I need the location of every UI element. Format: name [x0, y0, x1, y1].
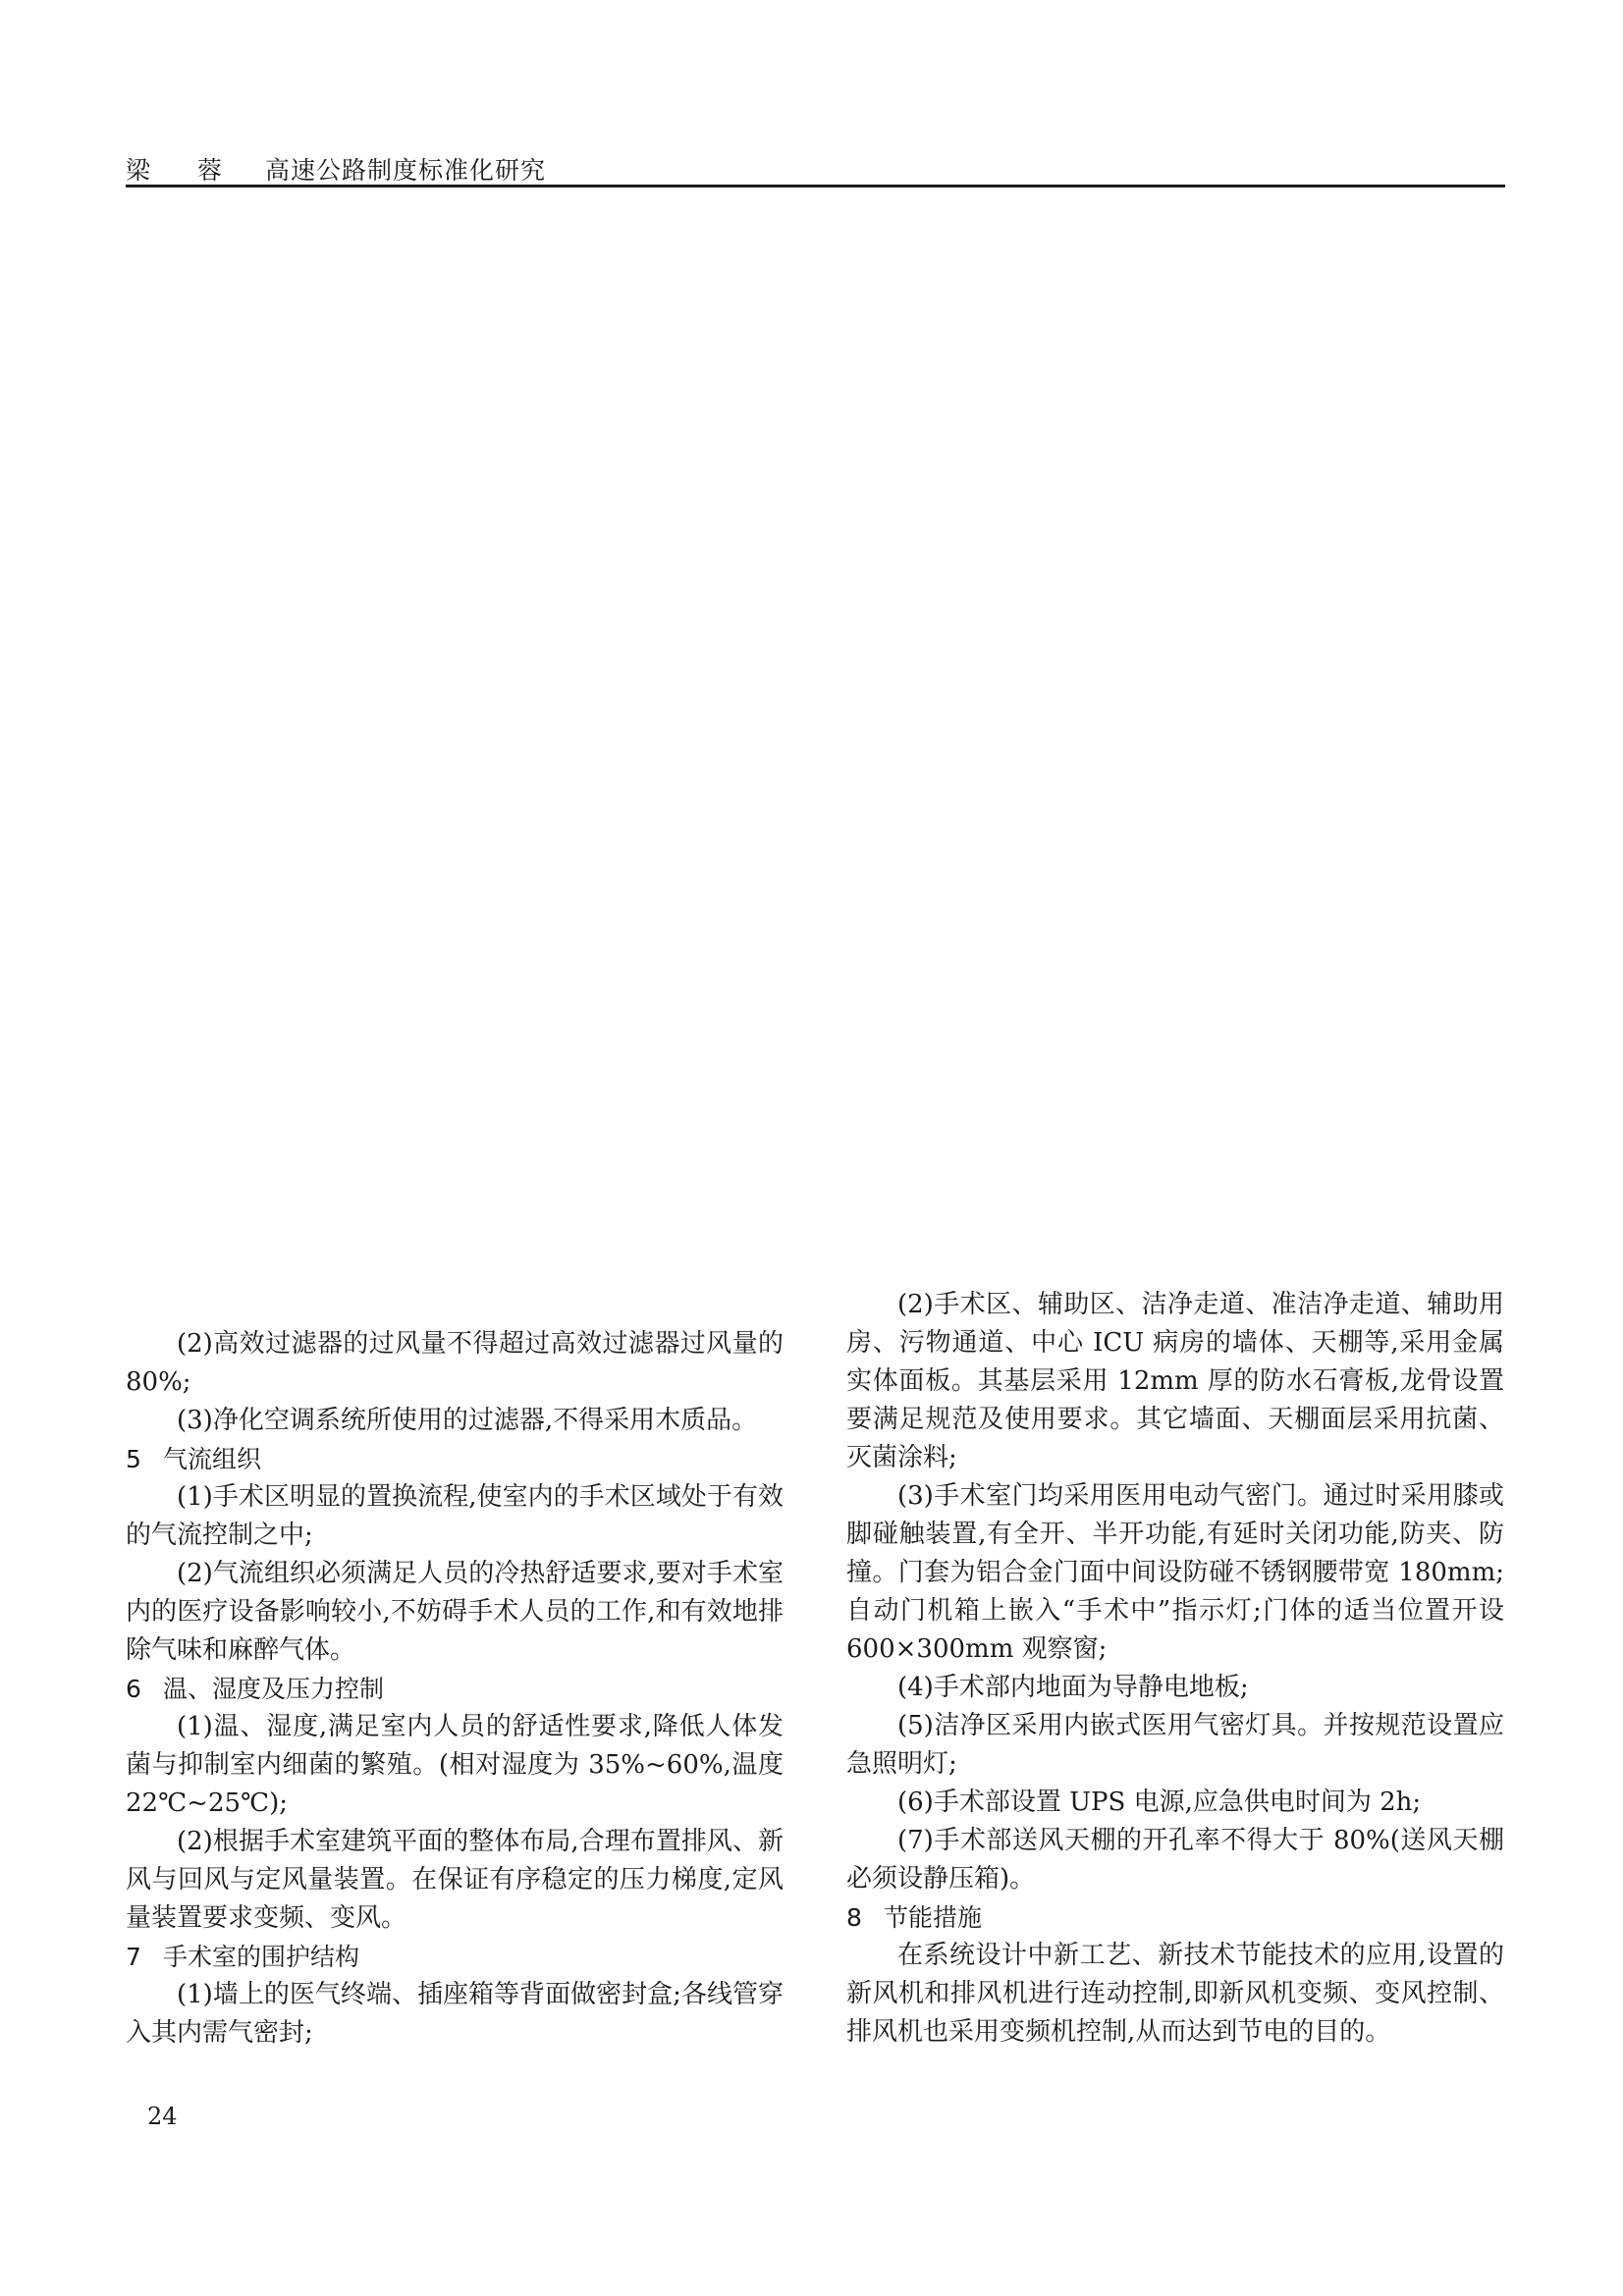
section-number: 6: [126, 1675, 141, 1703]
paragraph: (1)墙上的医气终端、插座箱等背面做密封盒;各线管穿入其内需气密封;: [126, 1980, 784, 2048]
paragraph: 在系统设计中新工艺、新技术节能技术的应用,设置的新风机和排风机进行连动控制,即新风机变频、变风控制、排风机也采用变频机控制,从而达到节电的目的。: [846, 1941, 1504, 2047]
paragraph: (3)手术室门均采用医用电动气密门。通过时采用膝或脚碰触装置,有全开、半开功能,有延时关闭功能,防夹、防撞。门套为铝合金门面中间设防碰不锈钢腰带宽 180mm;自动门机箱上嵌入“手术中”指示灯;门体的适当位置开设 600×300mm 观察窗;: [846, 1481, 1504, 1664]
left-column: [126, 1325, 784, 2053]
paragraph: (1)温、湿度,满足室内人员的舒适性要求,降低人体发菌与抑制室内细菌的繁殖。(相对湿度为 35%~60%,温度 22℃~25℃);: [126, 1712, 784, 1818]
paragraph: (2)气流组织必须满足人员的冷热舒适要求,要对手术室内的医疗设备影响较小,不妨碍手术人员的工作,和有效地排除气味和麻醉气体。: [126, 1559, 784, 1665]
paragraph: (3)净化空调系统所使用的过滤器,不得采用木质品。: [177, 1406, 758, 1435]
paragraph: (5)洁净区采用内嵌式医用气密灯具。并按规范设置应急照明灯;: [846, 1711, 1504, 1779]
right-column: [846, 1286, 1504, 2052]
paragraph: (4)手术部内地面为导静电地板;: [897, 1673, 1249, 1702]
paragraph: (2)高效过滤器的过风量不得超过高效过滤器过风量的 80%;: [126, 1329, 784, 1397]
paragraph: (2)根据手术室建筑平面的整体布局,合理布置排风、新风与回风与定风量装置。在保证有序稳定的压力梯度,定风量装置要求变频、变风。: [126, 1827, 784, 1933]
paragraph: (6)手术部设置 UPS 电源,应急供电时间为 2h;: [897, 1788, 1422, 1817]
paragraph: (2)手术区、辅助区、洁净走道、准洁净走道、辅助用房、污物通道、中心 ICU 病房的墙体、天棚等,采用金属实体面板。其基层采用 12mm 厚的防水石膏板,龙骨设置要满足规范及使用要求。其它墙面、天棚面层采用抗菌、灭菌涂料;: [846, 1290, 1504, 1472]
section-heading: [846, 1898, 1504, 1937]
paragraph: (1)手术区明显的置换流程,使室内的手术区域处于有效的气流控制之中;: [126, 1482, 784, 1550]
section-number: 8: [846, 1903, 862, 1932]
section-heading: [126, 1440, 784, 1478]
section-number: 7: [126, 1943, 141, 1971]
section-title: 温、湿度及压力控制: [163, 1675, 385, 1703]
running-header: [126, 137, 1505, 187]
section-number: 5: [126, 1445, 141, 1473]
section-title: 节能措施: [884, 1903, 983, 1932]
section-heading: [126, 1670, 784, 1708]
section-title: 手术室的围护结构: [163, 1943, 360, 1971]
header-title: 高速公路制度标准化研究: [264, 156, 546, 185]
header-author: 梁 蓉: [126, 156, 242, 185]
section-title: 气流组织: [163, 1445, 262, 1473]
section-heading: [126, 1938, 784, 1976]
header-rule: [126, 185, 1505, 187]
page-number: 24: [147, 2103, 178, 2130]
paragraph: (7)手术部送风天棚的开孔率不得大于 80%(送风天棚必须设静压箱)。: [846, 1826, 1504, 1894]
